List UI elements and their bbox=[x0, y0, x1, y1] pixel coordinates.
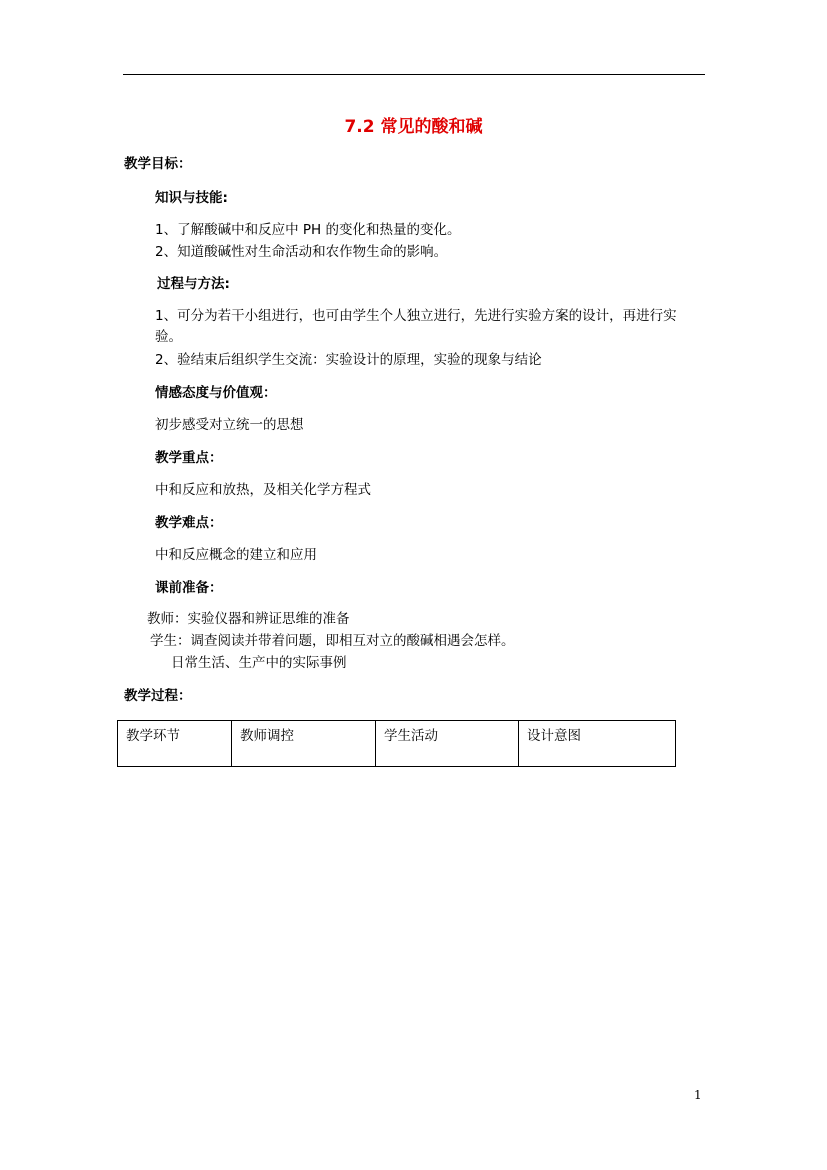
column-header: 学生活动 bbox=[376, 721, 519, 767]
preparation-student: 学生：调查阅读并带着问题，即相互对立的酸碱相遇会怎样。 bbox=[150, 633, 515, 649]
teaching-goals-heading: 教学目标： bbox=[124, 156, 192, 172]
difficulties-heading: 教学难点： bbox=[155, 515, 223, 531]
process-item-2: 2、验结束后组织学生交流：实验设计的原理，实验的现象与结论 bbox=[155, 352, 542, 368]
process-item-1: 1、可分为若干小组进行，也可由学生个人独立进行，先进行实验方案的设计，再进行实验。 bbox=[155, 308, 677, 345]
preparation-heading: 课前准备： bbox=[155, 580, 223, 596]
key-points-text: 中和反应和放热，及相关化学方程式 bbox=[155, 482, 371, 498]
page-number: 1 bbox=[694, 1088, 702, 1102]
process-section-heading: 教学过程： bbox=[124, 688, 192, 704]
page-title: 7.2 常见的酸和碱 bbox=[344, 117, 483, 137]
process-heading: 过程与方法: bbox=[157, 276, 230, 292]
column-header: 设计意图 bbox=[519, 721, 676, 767]
header-rule bbox=[123, 74, 705, 75]
preparation-student-extra: 日常生活、生产中的实际事例 bbox=[171, 655, 347, 671]
column-header: 教师调控 bbox=[232, 721, 376, 767]
preparation-teacher: 教师：实验仪器和辨证思维的准备 bbox=[147, 611, 350, 627]
knowledge-item-2: 2、知道酸碱性对生命活动和农作物生命的影响。 bbox=[155, 244, 448, 260]
key-points-heading: 教学重点： bbox=[155, 450, 223, 466]
column-header: 教学环节 bbox=[118, 721, 232, 767]
teaching-process-table bbox=[117, 720, 676, 767]
knowledge-item-1: 1、了解酸碱中和反应中 PH 的变化和热量的变化。 bbox=[155, 222, 461, 238]
difficulties-text: 中和反应概念的建立和应用 bbox=[155, 547, 317, 563]
table-header-row bbox=[118, 721, 676, 767]
emotion-text: 初步感受对立统一的思想 bbox=[155, 417, 304, 433]
knowledge-heading: 知识与技能: bbox=[155, 190, 228, 206]
emotion-heading: 情感态度与价值观： bbox=[155, 385, 277, 401]
